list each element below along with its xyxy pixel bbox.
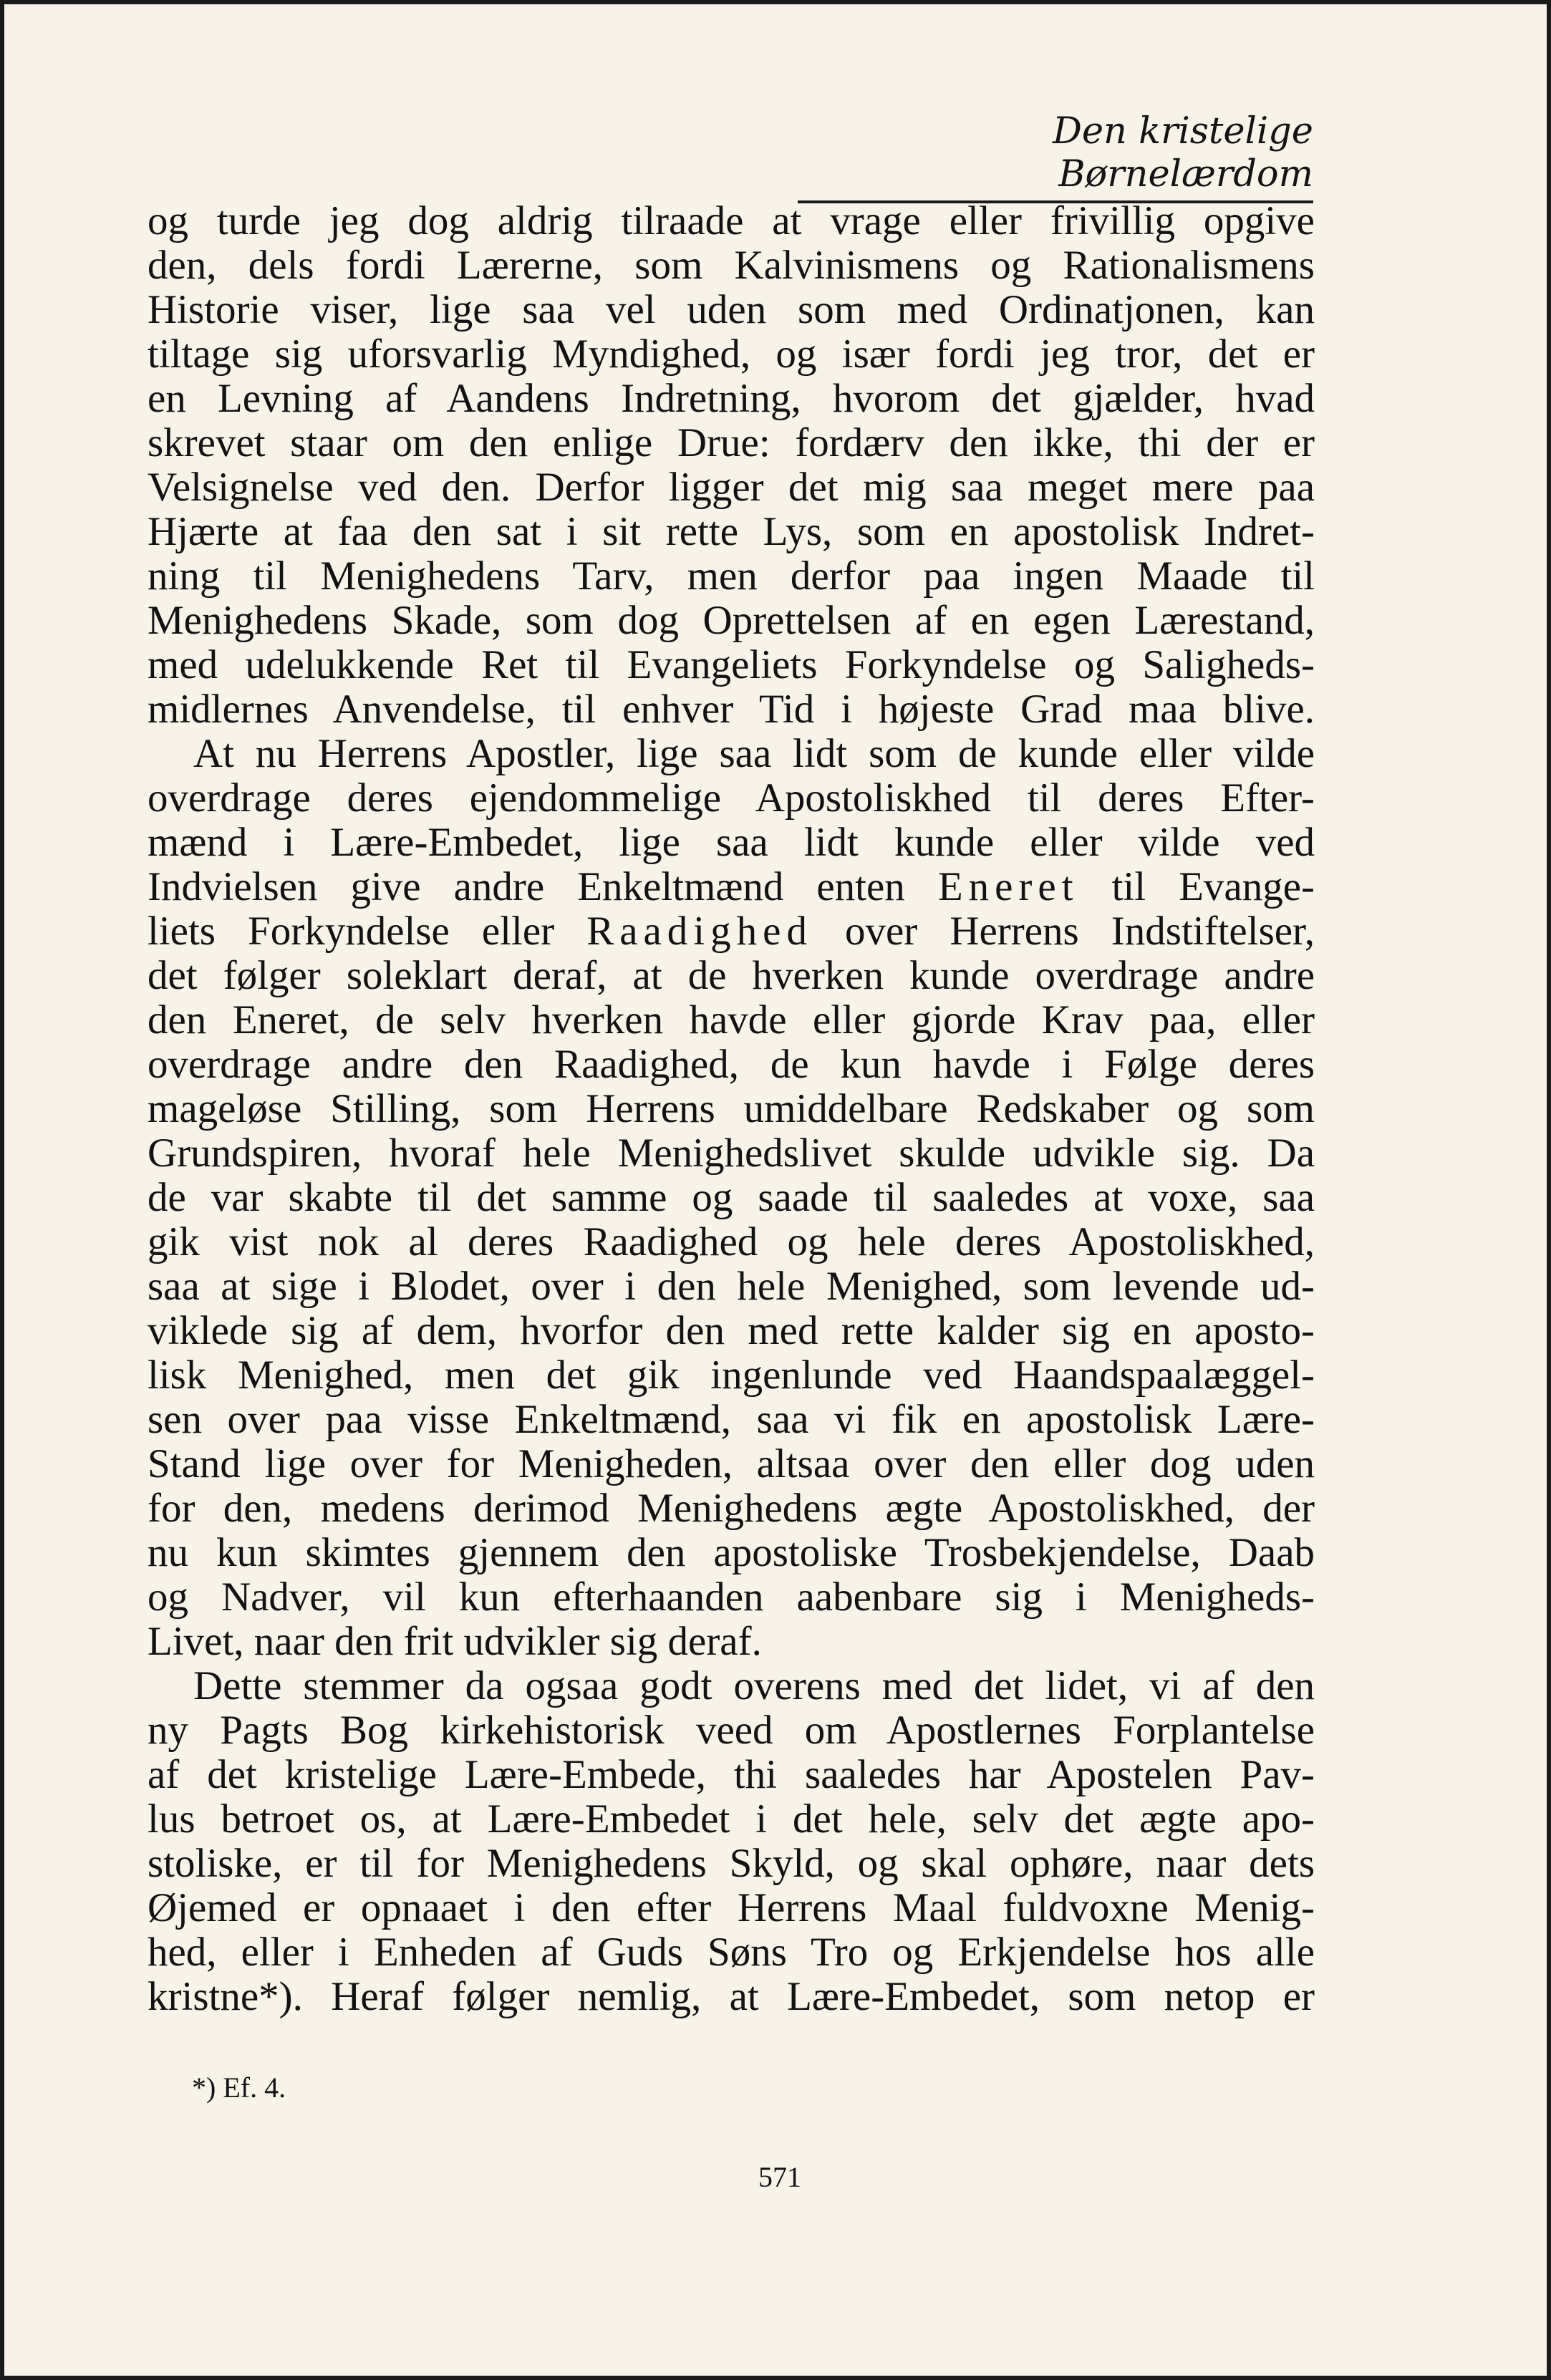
text-line: med udelukkende Ret til Evangeliets Forkyndelse og Saligheds- (148, 642, 1315, 687)
text-line-composite (148, 865, 1315, 909)
text-line: Historie viser, lige saa vel uden som med Ordinatjonen, kan (148, 287, 1315, 332)
text-line: ning til Menighedens Tarv, men derfor paa ingen Maade til (148, 553, 1315, 599)
text-line: nu kun skimtes gjennem den apostoliske Trosbekjendelse, Daab (148, 1530, 1315, 1575)
text-line: skrevet staar om den enlige Drue: fordærv den ikke, thi der er (148, 420, 1315, 465)
text-line: det følger soleklart deraf, at de hverken kunde overdrage andre (148, 953, 1315, 998)
text-line: lus betroet os, at Lære-Embedet i det hele, selv det ægte apo- (148, 1796, 1315, 1842)
text-line: tiltage sig uforsvarlig Myndighed, og især fordi jeg tror, det er (148, 332, 1315, 377)
text-line: for den, medens derimod Menighedens ægte Apostoliskhed, der (148, 1486, 1315, 1531)
text-line: de var skabte til det samme og saade til saaledes at voxe, saa (148, 1175, 1315, 1220)
text-line: og Nadver, vil kun efterhaanden aabenbare sig i Menigheds- (148, 1574, 1315, 1620)
text-line: kristne*). Heraf følger nemlig, at Lære-Embedet, som netop er (148, 1974, 1315, 2019)
text-line: en Levning af Aandens Indretning, hvorom det gjælder, hvad (148, 376, 1315, 421)
text-line: af det kristelige Lære-Embede, thi saaledes har Apostelen Pav- (148, 1752, 1315, 1797)
text-line: Livet, naar den frit udvikler sig deraf. (148, 1619, 762, 1664)
text-line: Menighedens Skade, som dog Oprettelsen af en egen Lærestand, (148, 598, 1315, 643)
text-line: midlernes Anvendelse, til enhver Tid i højeste Grad maa blive. (148, 687, 1315, 732)
text-line: den Eneret, de selv hverken havde eller gjorde Krav paa, eller (148, 997, 1315, 1043)
text-line: At nu Herrens Apostler, lige saa lidt som de kunde eller vilde (193, 731, 1315, 776)
text-line: Velsignelse ved den. Derfor ligger det mig saa meget mere paa (148, 465, 1315, 510)
footnote: *) Ef. 4. (192, 2071, 286, 2104)
text-segment: Indvielsen give andre Enkeltmænd enten (148, 864, 905, 909)
text-segment: liets Forkyndelse eller (148, 909, 555, 954)
text-line: Grundspiren, hvoraf hele Menighedslivet skulde udvikle sig. Da (148, 1131, 1315, 1176)
page-number: 571 (758, 2161, 801, 2193)
paragraph-2 (148, 732, 1315, 1664)
text-line: mageløse Stilling, som Herrens umiddelbare Redskaber og som (148, 1086, 1315, 1131)
text-line: overdrage andre den Raadighed, de kun havde i Følge deres (148, 1042, 1315, 1087)
text-line: saa at sige i Blodet, over i den hele Menighed, som levende ud- (148, 1264, 1315, 1309)
text-line: viklede sig af dem, hvorfor den med rette kalder sig en aposto- (148, 1308, 1315, 1353)
text-line: Øjemed er opnaaet i den efter Herrens Maal fuldvoxne Menig- (148, 1885, 1315, 1930)
text-line: og turde jeg dog aldrig tilraade at vrage eller frivillig opgive (148, 198, 1315, 243)
running-header: Den kristelige Børnelærdom (798, 110, 1313, 203)
text-line: den, dels fordi Lærerne, som Kalvinismens og Rationalismens (148, 243, 1315, 288)
paragraph-3 (148, 1664, 1315, 2019)
text-line: hed, eller i Enheden af Guds Søns Tro og Erkjendelse hos alle (148, 1930, 1315, 1975)
body-text (148, 199, 1315, 2019)
text-line: sen over paa visse Enkeltmænd, saa vi fik en apostolisk Lære- (148, 1397, 1315, 1442)
text-line: lisk Menighed, men det gik ingenlunde ved Haandspaalæggel- (148, 1353, 1315, 1398)
spaced-word-eneret: Eneret (937, 864, 1079, 909)
spaced-word-raadighed: Raadighed (586, 909, 813, 954)
text-line: Hjærte at faa den sat i sit rette Lys, som en apostolisk Indret- (148, 509, 1315, 554)
text-line: overdrage deres ejendommelige Apostoliskhed til deres Efter- (148, 775, 1315, 821)
text-segment: til Evange- (1078, 864, 1315, 909)
text-line: Dette stemmer da ogsaa godt overens med det lidet, vi af den (193, 1663, 1315, 1708)
text-segment: over Herrens Indstiftelser, (812, 909, 1315, 954)
text-line: Stand lige over for Menigheden, altsaa over den eller dog uden (148, 1441, 1315, 1486)
text-line: gik vist nok al deres Raadighed og hele deres Apostoliskhed, (148, 1219, 1315, 1264)
text-line: mænd i Lære-Embedet, lige saa lidt kunde eller vilde ved (148, 820, 1315, 865)
paragraph-1 (148, 199, 1315, 732)
text-line-composite (148, 909, 1315, 954)
text-line: ny Pagts Bog kirkehistorisk veed om Apostlernes Forplantelse (148, 1708, 1315, 1753)
text-line: stoliske, er til for Menighedens Skyld, og skal ophøre, naar dets (148, 1841, 1315, 1886)
